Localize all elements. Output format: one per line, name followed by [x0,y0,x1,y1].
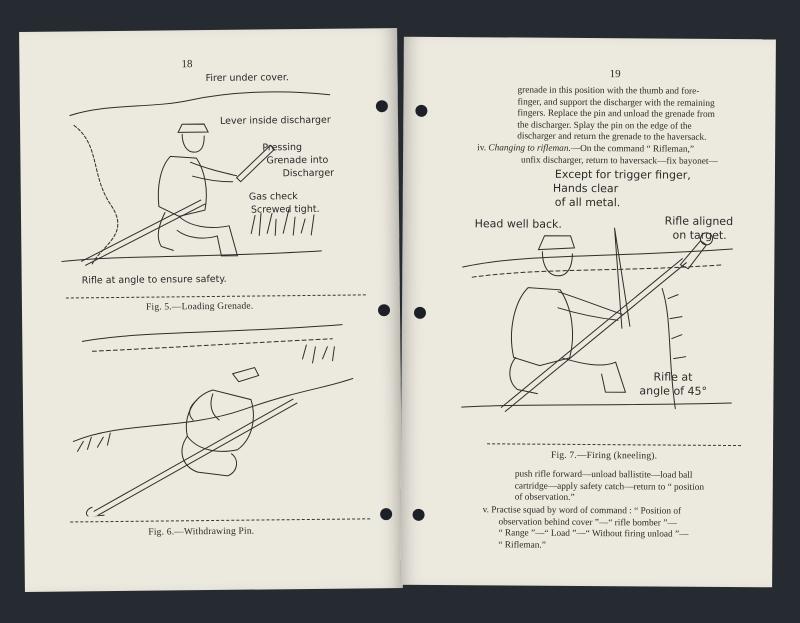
right-page [400,37,776,588]
text-line: cartridge—apply safety catch—return to “ position [514,480,705,493]
punch-hole [378,304,390,316]
text-line: “ Rifleman.” [498,539,546,551]
label-head-back: Head well back. [474,217,562,231]
left-page [19,28,403,592]
text-line: of observation.” [514,492,575,503]
label-firer-under-cover: Firer under cover. [205,72,289,85]
divider [487,443,741,446]
label-hands-clear: Hands clear [552,181,619,196]
label-except: Except for trigger finger, [554,167,691,182]
punch-hole [380,508,392,520]
withdrawing-pin-illustration [62,318,364,516]
punch-hole [413,509,425,521]
text-line: discharger and return the grenade to the haversack. [517,131,707,143]
label-angle: angle of 45° [639,384,708,398]
divider [70,518,370,522]
text-line: observation behind cover ”—“ rifle bomber ”— [498,516,677,529]
item-numeral: iv. [477,143,487,154]
label-gas-check: Gas check [248,191,298,203]
figure-caption: Fig. 5.—Loading Grenade. [145,301,254,313]
text-line: finger, and support the discharger with the remaining [517,97,715,109]
punch-hole [376,100,388,112]
label-rifle-aligned: Rifle aligned [664,214,734,229]
label-discharger: Discharger [282,167,335,180]
text-line: “ Range ”—“ Load ”—“ Without firing unload ”— [498,528,689,540]
figure-caption: Fig. 7.—Firing (kneeling). [550,450,658,462]
item-iv [477,143,757,168]
text-line: —On the command “ Rifleman,” [570,143,694,155]
divider [66,294,366,298]
text-line: the discharger. Splay the pin on the edge of the [517,120,692,132]
body-text-bottom [515,469,755,505]
body-text-top [517,86,755,145]
text-line: push rifle forward—unload ballistite—load ball [514,469,693,481]
punch-hole [415,105,427,117]
label-pressing: Pressing [262,142,303,154]
page-number: 19 [609,68,621,81]
item-heading: Changing to rifleman. [488,143,571,154]
text-line: grenade in this position with the thumb and fore- [517,85,700,97]
label-lever: Lever inside discharger [219,114,331,127]
text-line: fingers. Replace the pin and unload the grenade from [517,108,715,120]
label-grenade-into: Grenade into [266,154,329,167]
figure-caption: Fig. 6.—Withdrawing Pin. [148,526,255,538]
label-on-target: on target. [672,228,727,242]
label-rifle-at: Rifle at [653,370,693,384]
item-numeral: v. [482,505,490,516]
text-line: Practise squad by word of command : “ Position of [491,505,682,517]
label-all-metal: of all metal. [554,195,621,210]
punch-hole [414,307,426,319]
label-rifle-angle: Rifle at angle to ensure safety. [81,273,227,287]
item-v [482,505,754,553]
text-line: unfix discharger, return to haversack—fix bayonet— [521,155,718,167]
label-screwed-tight: Screwed tight. [250,203,320,216]
page-number: 18 [181,58,193,71]
